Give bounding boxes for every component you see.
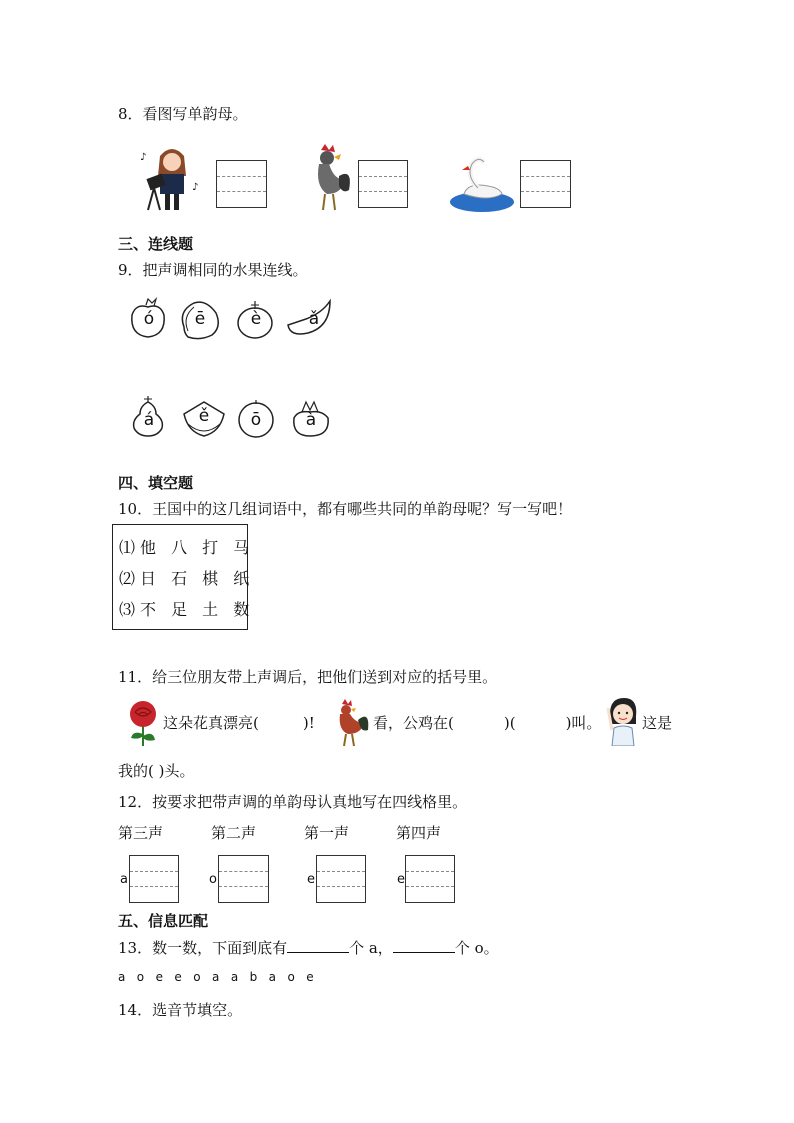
fruit-strawberry-bottom[interactable] — [288, 398, 334, 442]
writing-grid-3[interactable] — [520, 160, 571, 208]
question-10: 10．王国中的这几组词语中，都有哪些共同的单韵母呢？写一写吧！ — [118, 500, 573, 518]
count-o-blank[interactable] — [393, 938, 455, 953]
q11-sentence-4: 我的( )头。 — [118, 762, 195, 780]
word-group-3: ⑶不 足 土 数 — [119, 600, 255, 619]
question-8: 8．看图写单韵母。 — [118, 105, 248, 123]
q11-sentence-1: 这朵花真漂亮( )! — [163, 714, 315, 732]
girl-pointing-image — [604, 696, 642, 746]
q11-sentence-2: 看，公鸡在( )( )叫。 — [373, 714, 602, 732]
word-group-box — [112, 524, 255, 630]
fruit-banana-top[interactable] — [286, 297, 334, 341]
question-13: 13．数一数，下面到底有 个 a， 个 o。 — [118, 939, 499, 957]
question-12: 12．按要求把带声调的单韵母认真地写在四线格里。 — [118, 793, 468, 811]
fruit-label: ō — [250, 410, 262, 430]
fruit-label: ó — [143, 309, 155, 329]
section-3-title: 三、连线题 — [118, 235, 194, 253]
writing-grid-2[interactable] — [358, 160, 408, 208]
fruit-label: è — [250, 309, 262, 329]
fruit-pear-bottom[interactable] — [126, 394, 172, 438]
tone-label-1: 第一声 — [304, 824, 350, 842]
tone-label-3: 第三声 — [118, 824, 164, 842]
q11-sentence-3: 这是 — [642, 714, 673, 732]
fruit-pear-top[interactable] — [176, 297, 224, 341]
word-group-2: ⑵日 石 棋 纸 — [119, 569, 255, 588]
four-line-grid-2[interactable] — [218, 855, 269, 903]
rooster-small-image — [334, 698, 370, 748]
lead-letter-a: a — [120, 872, 128, 887]
question-9: 9．把声调相同的水果连线。 — [118, 261, 308, 279]
four-line-grid-3[interactable] — [316, 855, 366, 903]
fruit-label: ē — [194, 309, 206, 329]
lead-letter-o: o — [209, 872, 217, 887]
fruit-label: ǎ — [308, 309, 320, 329]
svg-text:♪: ♪ — [140, 152, 147, 163]
section-4-title: 四、填空题 — [118, 474, 194, 492]
lead-letter-e: e — [307, 872, 315, 887]
rooster-image — [305, 142, 355, 214]
question-11: 11．给三位朋友带上声调后，把他们送到对应的括号里。 — [118, 668, 498, 686]
singing-girl-image — [138, 142, 200, 214]
tone-label-2: 第二声 — [211, 824, 257, 842]
fruit-watermelon-bottom[interactable] — [180, 398, 228, 442]
fruit-apple-top[interactable] — [233, 297, 279, 341]
fruit-label: ě — [198, 406, 210, 426]
rose-image — [125, 700, 161, 746]
fruit-label: á — [143, 410, 155, 430]
fruit-orange-bottom[interactable] — [233, 398, 279, 442]
four-line-grid-1[interactable] — [129, 855, 179, 903]
lead-letter-e-2: e — [397, 872, 405, 887]
question-14: 14．选音节填空。 — [118, 1001, 243, 1019]
svg-text:♪: ♪ — [192, 182, 199, 193]
swan-image — [448, 152, 514, 214]
letter-sequence: a o e e o a a b a o e — [118, 970, 314, 984]
tone-label-4: 第四声 — [396, 824, 442, 842]
fruit-peach-top[interactable] — [126, 297, 172, 341]
word-group-1: ⑴他 八 打 马 — [119, 538, 255, 557]
section-5-title: 五、信息匹配 — [118, 912, 209, 930]
fruit-label: à — [305, 410, 317, 430]
four-line-grid-4[interactable] — [405, 855, 455, 903]
writing-grid-1[interactable] — [216, 160, 267, 208]
count-a-blank[interactable] — [287, 938, 349, 953]
